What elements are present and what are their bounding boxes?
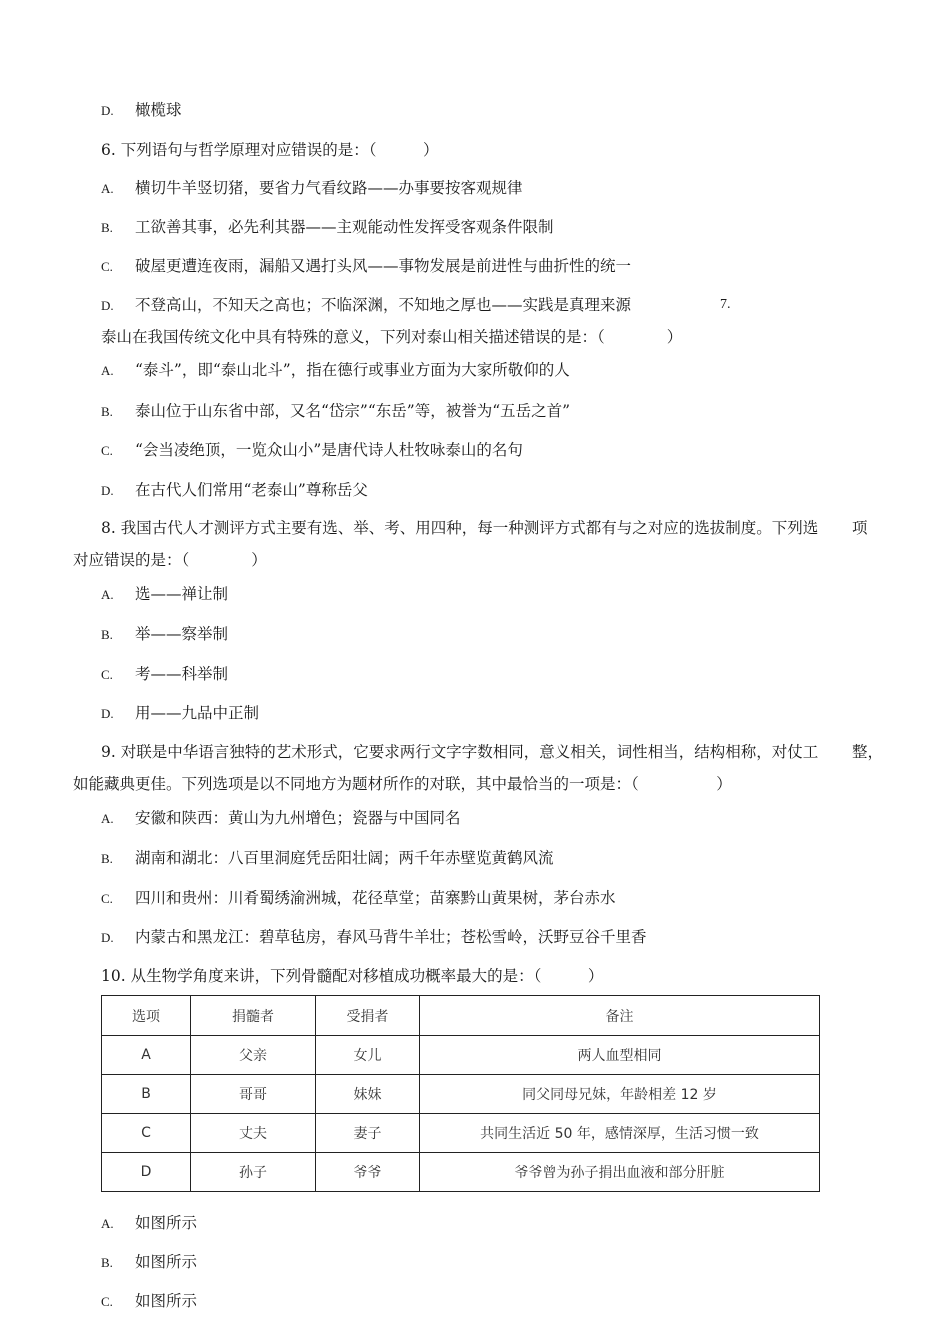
table-cell: A — [102, 1036, 191, 1075]
table-header-cell: 选项 — [102, 996, 191, 1036]
option-text: 如图所示 — [135, 1214, 198, 1232]
option-letter: B. — [101, 851, 113, 866]
option-letter: D. — [101, 298, 114, 313]
table-header-cell: 捐髓者 — [191, 996, 316, 1036]
table-cell: 爷爷 — [316, 1153, 420, 1192]
option-text: 举——察举制 — [135, 625, 229, 643]
q8-option-c — [101, 664, 228, 685]
q7-stem: 泰山在我国传统文化中具有特殊的意义，下列对泰山相关描述错误的是：（ ） — [101, 328, 683, 346]
q7-option-c — [101, 440, 523, 461]
q9-stem-line2: 如能藏典更佳。下列选项是以不同地方为题材所作的对联，其中最恰当的一项是：（ ） — [73, 775, 732, 793]
q8-stem-line1-end: 项 — [852, 519, 868, 537]
q9-stem-line1-end: 整， — [852, 743, 884, 761]
option-text: 泰山位于山东省中部，又名“岱宗”“东岳”等，被誉为“五岳之首” — [135, 402, 571, 420]
option-text: “泰斗”，即“泰山北斗”，指在德行或事业方面为大家所敬仰的人 — [135, 361, 570, 379]
q10-option-c — [101, 1291, 197, 1312]
table-row — [102, 1036, 820, 1075]
table-cell: 父亲 — [191, 1036, 316, 1075]
q8-option-a — [101, 584, 228, 605]
option-letter: A. — [101, 363, 114, 378]
option-letter: A. — [101, 181, 114, 196]
table-header-cell: 受捐者 — [316, 996, 420, 1036]
q9-option-b — [101, 848, 554, 869]
option-letter: C. — [101, 891, 113, 906]
table-cell: 两人血型相同 — [420, 1036, 820, 1075]
table-row — [102, 1075, 820, 1114]
option-text: 横切牛羊竖切猪，要省力气看纹路——办事要按客观规律 — [135, 179, 523, 197]
q6-option-d — [101, 295, 631, 316]
option-text: 不登高山，不知天之高也；不临深渊，不知地之厚也——实践是真理来源 — [135, 296, 632, 314]
table-cell: C — [102, 1114, 191, 1153]
table-cell: 女儿 — [316, 1036, 420, 1075]
option-letter: C. — [101, 259, 113, 274]
table-cell: 妹妹 — [316, 1075, 420, 1114]
bone-marrow-table — [101, 995, 820, 1192]
table-cell: 妻子 — [316, 1114, 420, 1153]
option-letter: C. — [101, 667, 113, 682]
option-letter: B. — [101, 1255, 113, 1270]
option-letter: B. — [101, 220, 113, 235]
option-letter: A. — [101, 1216, 114, 1231]
option-letter: D. — [101, 930, 114, 945]
q7-option-a — [101, 360, 570, 381]
q9-option-a — [101, 808, 461, 829]
table-row — [102, 1153, 820, 1192]
table-header-row — [102, 996, 820, 1036]
option-letter: B. — [101, 627, 113, 642]
q6-stem: 6. 下列语句与哲学原理对应错误的是：（ ） — [101, 141, 439, 159]
q6-option-a — [101, 178, 523, 199]
option-text: 四川和贵州：川肴蜀绣渝洲城，花径草堂；苗寨黔山黄果树，茅台赤水 — [135, 889, 616, 907]
q10-stem: 10. 从生物学角度来讲，下列骨髓配对移植成功概率最大的是：（ ） — [101, 967, 604, 985]
q8-option-d — [101, 703, 259, 724]
option-text: 安徽和陕西：黄山为九州增色；瓷器与中国同名 — [135, 809, 461, 827]
table-cell: 孙子 — [191, 1153, 316, 1192]
option-text: 破屋更遭连夜雨，漏船又遇打头风——事物发展是前进性与曲折性的统一 — [135, 257, 632, 275]
q8-option-b — [101, 624, 228, 645]
option-text: 考——科举制 — [135, 665, 229, 683]
table-cell: 共同生活近 50 年，感情深厚，生活习惯一致 — [420, 1114, 820, 1153]
option-letter: A. — [101, 811, 114, 826]
table-cell: B — [102, 1075, 191, 1114]
option-letter: B. — [101, 404, 113, 419]
option-text: 在古代人们常用“老泰山”尊称岳父 — [135, 481, 368, 499]
q8-stem-line1: 8. 我国古代人才测评方式主要有选、举、考、用四种，每一种测评方式都有与之对应的选拔制度。下列选 — [101, 519, 819, 537]
option-text: 橄榄球 — [135, 101, 182, 119]
q9-stem-line1: 9. 对联是中华语言独特的艺术形式，它要求两行文字字数相同，意义相关，词性相当，结构相称，对仗工 — [101, 743, 819, 761]
table-cell: 哥哥 — [191, 1075, 316, 1114]
option-letter: D. — [101, 706, 114, 721]
option-letter: D. — [101, 103, 114, 118]
option-text: 如图所示 — [135, 1292, 198, 1310]
table-cell: 爷爷曾为孙子捐出血液和部分肝脏 — [420, 1153, 820, 1192]
q6-option-b — [101, 217, 554, 238]
option-text: 选——禅让制 — [135, 585, 229, 603]
table-row — [102, 1114, 820, 1153]
table-cell: 同父同母兄妹，年龄相差 12 岁 — [420, 1075, 820, 1114]
option-text: 工欲善其事，必先利其器——主观能动性发挥受客观条件限制 — [135, 218, 554, 236]
q8-stem-line2: 对应错误的是：（ ） — [73, 551, 267, 569]
option-text: 用——九品中正制 — [135, 704, 260, 722]
table-header-cell: 备注 — [420, 996, 820, 1036]
option-letter: C. — [101, 443, 113, 458]
q10-option-a — [101, 1213, 197, 1234]
option-letter: D. — [101, 483, 114, 498]
q7-option-d — [101, 480, 368, 501]
option-letter: A. — [101, 587, 114, 602]
option-text: 湖南和湖北：八百里洞庭凭岳阳壮阔；两千年赤壁览黄鹤风流 — [135, 849, 554, 867]
q7-option-b — [101, 401, 570, 422]
table-cell: 丈夫 — [191, 1114, 316, 1153]
q9-option-d — [101, 927, 647, 948]
option-letter: C. — [101, 1294, 113, 1309]
option-text: “会当凌绝顶，一览众山小”是唐代诗人杜牧咏泰山的名句 — [135, 441, 523, 459]
q7-number: 7. — [720, 297, 731, 312]
option-text: 如图所示 — [135, 1253, 198, 1271]
q10-option-b — [101, 1252, 197, 1273]
table-cell: D — [102, 1153, 191, 1192]
q9-option-c — [101, 888, 616, 909]
q5-option-d — [101, 100, 182, 121]
q6-option-c — [101, 256, 631, 277]
option-text: 内蒙古和黑龙江：碧草毡房，春风马背牛羊壮；苍松雪岭，沃野豆谷千里香 — [135, 928, 647, 946]
